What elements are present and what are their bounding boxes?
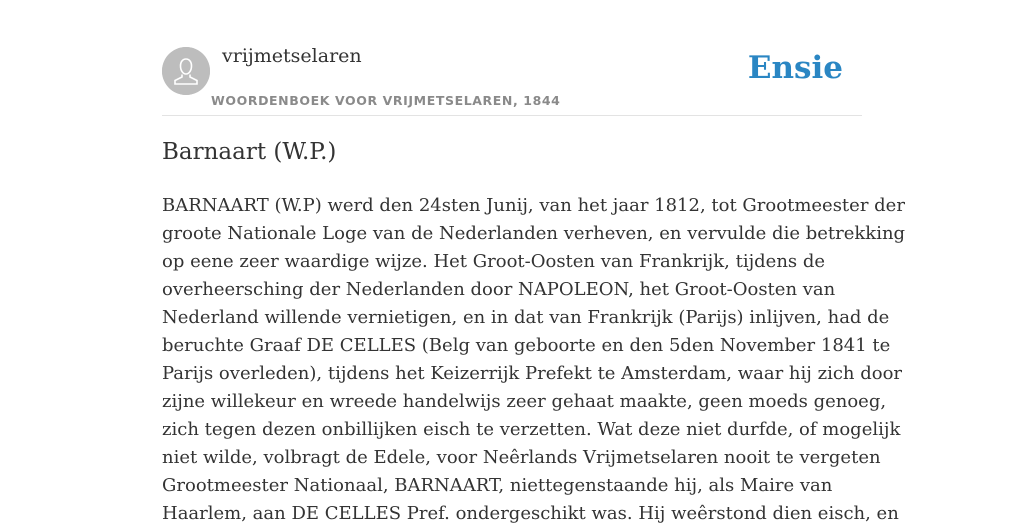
source-label[interactable]: WOORDENBOEK VOOR VRIJMETSELAREN, 1844 [211,93,561,108]
body-line: zich tegen dezen onbillijken eisch te verzetten. Wat deze niet durfde, of mogelijk [162,419,901,440]
body-line: overheersching der Nederlanden door NAPOLEON, het Groot-Oosten van [162,279,836,300]
body-line: groote Nationale Loge van de Nederlanden verheven, en vervulde die betrekking [162,223,906,244]
article-body [162,192,906,528]
author-avatar[interactable] [162,47,210,95]
body-line: Nederland willende vernietigen, en in dat van Frankrijk (Parijs) inlijven, had de [162,307,890,328]
article-card [162,0,906,524]
author-name[interactable]: vrijmetselaren [222,45,362,67]
body-line: op eene zeer waardige wijze. Het Groot-Oosten van Frankrijk, tijdens de [162,251,826,272]
article-title: Barnaart (W.P.) [162,139,337,165]
body-line: Grootmeester Nationaal, BARNAART, niettegenstaande hij, als Maire van [162,475,833,496]
body-line: niet wilde, volbragt de Edele, voor Neêrlands Vrijmetselaren nooit te vergeten [162,447,881,468]
body-line: beruchte Graaf DE CELLES (Belg van geboorte en den 5den November 1841 te [162,335,891,356]
user-silhouette-icon [162,47,210,95]
body-line: zijne willekeur en wreede handelwijs zeer gehaat maakte, geen moeds genoeg, [162,391,887,412]
body-line: Haarlem, aan DE CELLES Pref. ondergeschikt was. Hij weêrstond dien eisch, en [162,503,899,524]
ensie-logo[interactable]: Ensie [747,50,843,86]
article-header [162,0,862,116]
body-line: BARNAART (W.P) werd den 24sten Junij, van het jaar 1812, tot Grootmeester der [162,195,905,216]
body-line: Parijs overleden), tijdens het Keizerrijk Prefekt te Amsterdam, waar hij zich door [162,363,903,384]
